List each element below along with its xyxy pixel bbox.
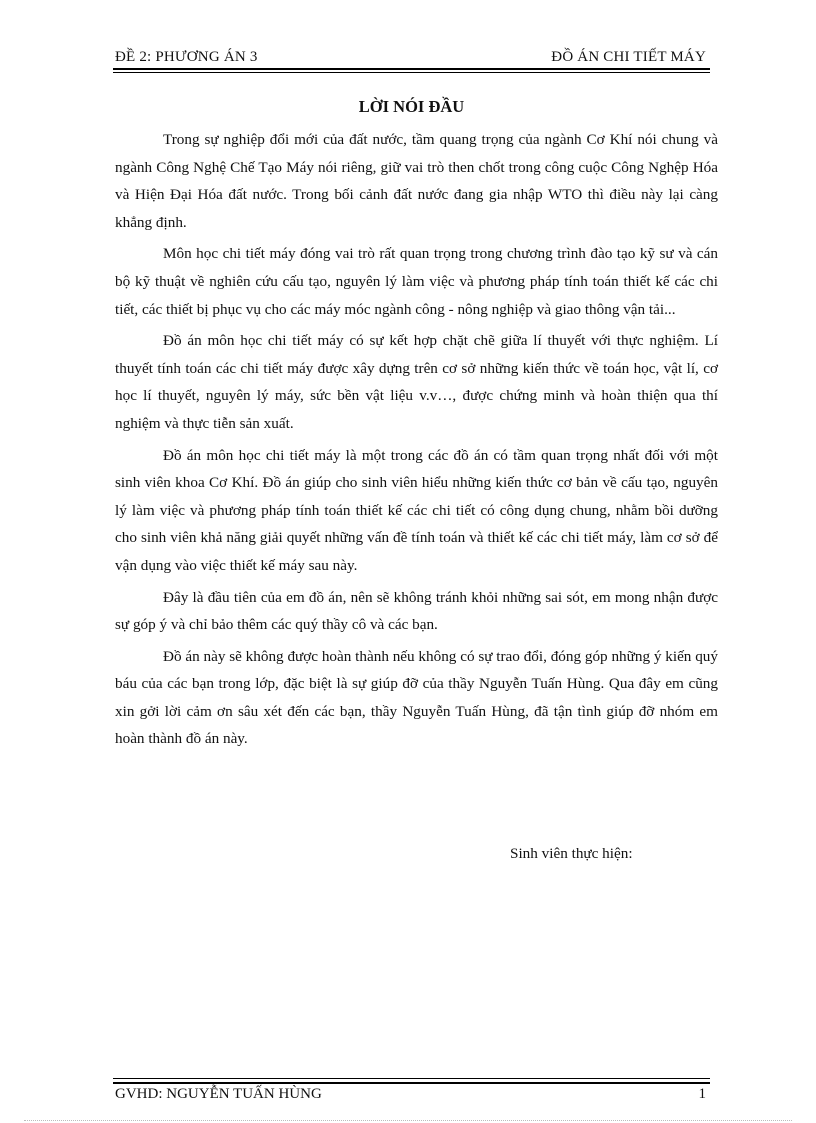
signature-line: Sinh viên thực hiện: bbox=[510, 845, 633, 862]
document-title: LỜI NÓI ĐẦU bbox=[358, 97, 465, 116]
header-right-text: ĐỒ ÁN CHI TIẾT MÁY bbox=[551, 49, 706, 65]
paragraph-1: Trong sự nghiệp đổi mới của đất nước, tầm quang trọng của ngành Cơ Khí nói chung và ngành Công Nghệ Chế Tạo Máy nói riêng, giữ vai trò then chốt trong công cuộc Công Nghệp Hóa và Hiện Đại Hóa đất nước. Trong bối cảnh đất nước đang gia nhập WTO thì điều này lại càng khẳng định. bbox=[115, 131, 718, 231]
paragraph-4: Đồ án môn học chi tiết máy là một trong các đồ án có tầm quan trọng nhất đối với một sinh viên khoa Cơ Khí. Đồ án giúp cho sinh viên hiểu những kiến thức cơ bản về cấu tạo, nguyên lý làm việc và phương pháp tính toán thiết kế các chi tiết có công dụng chung, nhằm bồi dưỡng cho sinh viên khả năng giải quyết những vấn đề tính toán và thiết kế các chi tiết máy, làm cơ sở để vận dụng vào việc thiết kế máy sau này. bbox=[115, 446, 718, 574]
page-edge-divider bbox=[24, 1120, 792, 1121]
page-number: 1 bbox=[698, 1086, 706, 1102]
paragraph-2: Môn học chi tiết máy đóng vai trò rất quan trọng trong chương trình đào tạo kỹ sư và cán bộ kỹ thuật về nghiên cứu cấu tạo, nguyên lý làm việc và phương pháp tính toán thiết kế các chi tiết, các thiết bị phục vụ cho các máy móc ngành công - nông nghiệp và giao thông vận tải... bbox=[115, 245, 718, 318]
page-header bbox=[115, 49, 706, 68]
header-left-text: ĐỀ 2: PHƯƠNG ÁN 3 bbox=[115, 49, 258, 65]
footer-left-text: GVHD: NGUYỄN TUẤN HÙNG bbox=[115, 1086, 322, 1102]
document-body bbox=[115, 126, 718, 757]
paragraph-5: Đây là đầu tiên của em đồ án, nên sẽ không tránh khỏi những sai sót, em mong nhận được sự góp ý và chỉ bảo thêm các quý thầy cô và các bạn. bbox=[115, 588, 718, 634]
paragraph-6: Đồ án này sẽ không được hoàn thành nếu không có sự trao đổi, đóng góp những ý kiến quý báu của các bạn trong lớp, đặc biệt là sự giúp đỡ của thầy Nguyễn Tuấn Hùng. Qua đây em cũng xin gởi lời cảm ơn sâu xét đến các bạn, thầy Nguyễn Tuấn Hùng, đã tận tình giúp đỡ nhóm em hoàn thành đồ án này. bbox=[115, 647, 718, 748]
page-footer bbox=[115, 1086, 706, 1103]
header-rule-thin bbox=[113, 72, 710, 73]
footer-rule-thick bbox=[113, 1082, 710, 1084]
header-rule-thick bbox=[113, 68, 710, 70]
paragraph-3: Đồ án môn học chi tiết máy có sự kết hợp chặt chẽ giữa lí thuyết với thực nghiệm. Lí thuyết tính toán các chi tiết máy được xây dựng trên cơ sở những kiến thức về toán học, vật lí, cơ học lí thuyết, nguyên lý máy, sức bền vật liệu v.v…, được chứng minh và hoàn thiện qua thí nghiệm và thực tiễn sản xuất. bbox=[115, 332, 718, 432]
footer-rule-thin bbox=[113, 1078, 710, 1079]
